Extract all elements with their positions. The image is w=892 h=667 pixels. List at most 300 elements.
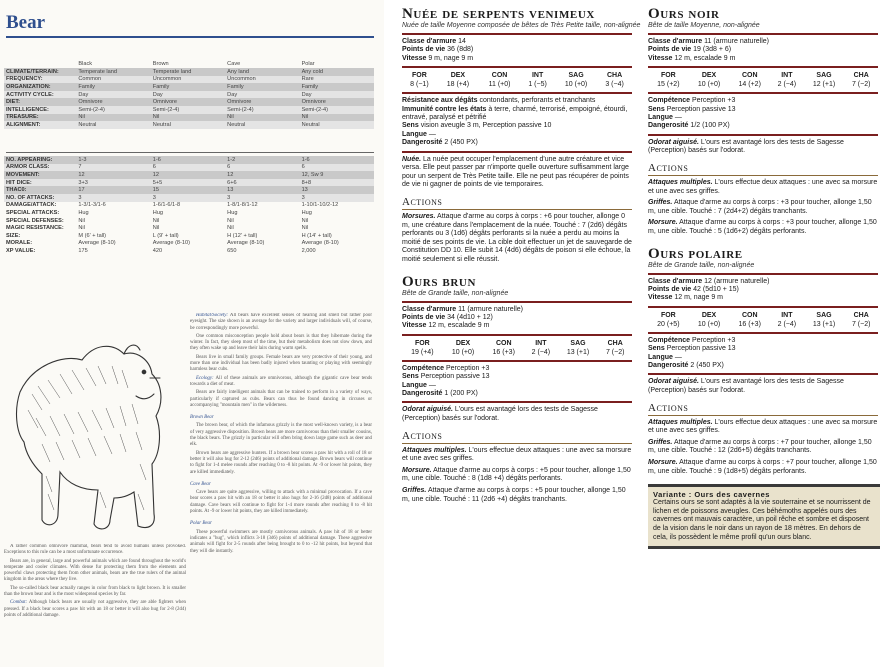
challenge: 2 (450 PX) xyxy=(690,362,724,370)
ability-score: 16 (+3) xyxy=(492,348,515,356)
ability-scores xyxy=(402,71,632,89)
stat-key: DIET: xyxy=(4,98,76,106)
page-title: Bear xyxy=(6,12,46,33)
hit-points: 19 (3d8 + 6) xyxy=(693,46,732,54)
divider xyxy=(648,332,878,334)
ability-score: 12 (+1) xyxy=(812,81,836,89)
action-name: Morsure. xyxy=(648,219,678,227)
stat-value: 8+8 xyxy=(300,179,374,187)
paragraph: Bears are fairly intelligent animals that can be trained to perform in a variety of ways, particularly if captured as cubs. Bears can thus be found dancing in circuses or accompanying "mountain men" in the wilderness. xyxy=(190,390,372,408)
stat-row xyxy=(4,217,374,225)
ability-value-row xyxy=(402,80,632,89)
stat-column-header xyxy=(4,59,76,68)
divider xyxy=(402,33,632,35)
armor-class: 14 xyxy=(458,38,466,45)
stat-value: Nil xyxy=(152,217,160,224)
actions-heading: Actions xyxy=(648,162,878,176)
stat-value: Family xyxy=(151,83,225,91)
stat-row xyxy=(4,114,374,122)
label: Classe d'armure xyxy=(402,305,457,313)
stat-key: MAGIC RESISTANCE: xyxy=(6,225,64,232)
stat-key: FREQUENCY: xyxy=(4,76,76,84)
stat-table-top xyxy=(4,59,374,129)
right-page-5e xyxy=(390,0,892,667)
stat-column-header: Brown xyxy=(152,60,169,67)
ability-scores xyxy=(648,311,878,329)
languages: — xyxy=(428,130,436,138)
stat-row xyxy=(4,194,374,202)
ability-score: 2 (−4) xyxy=(777,81,797,89)
column-a xyxy=(402,4,642,507)
divider xyxy=(648,373,878,375)
stat-value: Day xyxy=(225,91,299,99)
label: Sens xyxy=(402,122,419,130)
stat-value: Rare xyxy=(300,76,374,84)
stat-value: 13 xyxy=(225,186,299,194)
label: Classe d'armure xyxy=(648,277,703,285)
ability-name: FOR xyxy=(660,72,676,80)
stat-header-row xyxy=(4,59,374,68)
stat-value: Uncommon xyxy=(225,76,299,84)
stat-value: Family xyxy=(225,83,299,91)
stat-value: Nil xyxy=(225,114,299,122)
monster-type: Bête de Grande taille, non-alignée xyxy=(402,289,509,297)
ability-name: INT xyxy=(531,72,544,80)
stat-value: Average (8-10) xyxy=(152,240,190,247)
paragraph: The brown bear, of which the infamous grizzly is the most well-known variety, is a bear of very aggressive disposition. Brown bears are more carnivorous than their smaller cousins, the black bears. The grizzly in particular will often bring down large game such as deer and elk. xyxy=(190,423,372,448)
speed: 9 m, nage 9 m xyxy=(428,54,474,62)
skills: Perception +3 xyxy=(445,364,490,372)
stat-key: INTELLIGENCE: xyxy=(4,106,76,114)
stat-value: 1-2 xyxy=(225,156,299,164)
ability-score: 7 (−2) xyxy=(851,320,871,328)
stat-value: L (9' + tall) xyxy=(152,232,179,239)
divider xyxy=(402,92,632,94)
paragraph: Although black bears are usually not aggressive, they are able fighters when pressed. If a black bear scores a paw hit with an 18 or better it will also hug for 2-8 (2d4) points of additional damage. xyxy=(4,600,186,618)
stat-value: Nil xyxy=(227,217,234,224)
stat-value: Nil xyxy=(301,225,309,232)
statblock-serpents xyxy=(402,6,642,265)
stat-value: 1-10/1-10/2-12 xyxy=(301,202,339,209)
ability-score: 11 (+0) xyxy=(488,81,511,89)
stat-row xyxy=(4,76,374,84)
divider xyxy=(402,301,632,303)
stat-value: Neutral xyxy=(300,121,374,129)
stat-value: 6 xyxy=(300,164,374,172)
paragraph: Bears are, in general, large and powerful animals which are found throughout the world's temperate and cooler climates. With dense fur protecting them from the elements and powerful claws protecting them from other animals, bears are the true rulers of the animal kingdom in the areas where they live. xyxy=(4,558,186,583)
stat-value: Temperate land xyxy=(151,68,225,76)
ability-header-row xyxy=(402,339,632,348)
senses: Perception passive 13 xyxy=(666,105,736,113)
languages: — xyxy=(428,381,436,389)
action-text: L'ours effectue deux attaques : une avec sa morsure et une avec ses griffes. xyxy=(648,418,878,435)
stat-value: 12 xyxy=(76,171,150,179)
stat-column-header: Cave xyxy=(227,60,241,67)
ability-name: DEX xyxy=(455,339,471,347)
stat-value: 1-6/1-6/1-8 xyxy=(152,202,181,209)
ability-score: 10 (+0) xyxy=(697,320,721,328)
ability-name: CON xyxy=(495,339,512,347)
speed: 12 m, escalade 9 m xyxy=(428,322,490,330)
stat-value: Average (8-10) xyxy=(301,240,339,247)
stat-key: SIZE: xyxy=(6,232,21,239)
stat-value: Any cold xyxy=(300,68,374,76)
skills: Perception +3 xyxy=(691,97,736,105)
ability-header-row xyxy=(648,311,878,320)
ability-name: SAG xyxy=(816,72,832,80)
ability-value-row xyxy=(648,320,878,329)
ecology-heading: Ecology: xyxy=(196,375,214,381)
stat-row xyxy=(4,202,374,210)
monster-name: Ours polaire xyxy=(648,245,743,262)
challenge: 1/2 (100 PX) xyxy=(690,122,730,130)
trait-text: L'ours est avantagé lors des tests de Sagesse (Perception) basés sur l'odorat. xyxy=(648,138,844,155)
actions-heading: Actions xyxy=(402,196,632,210)
monster-name: Nuée de serpents venimeux xyxy=(402,6,595,22)
label: Points de vie xyxy=(402,46,446,54)
senses: vision aveugle 3 m, Perception passive 10 xyxy=(420,122,552,130)
ability-score: 8 (−1) xyxy=(410,81,429,89)
armor-class: 12 (armure naturelle) xyxy=(704,277,770,285)
bear-illustration xyxy=(2,314,186,542)
action-text: Attaque d'arme au corps à corps : +7 pour toucher, allonge 1,50 m, une cible. Touché : 12 (2d6+5) dégâts tranchants. xyxy=(648,438,872,455)
ability-name: DEX xyxy=(450,72,466,80)
stat-row xyxy=(4,179,374,187)
divider xyxy=(648,33,878,35)
damage-resistances: contondants, perforants et tranchants xyxy=(479,97,596,105)
label: Classe d'armure xyxy=(648,38,703,45)
paragraph: These powerful swimmers are mostly carnivorous animals. A paw hit of 18 or better indicates a "hug", which inflicts 3-18 (3d6) points of additional damage. These aggressive animals will fight for 2-5 rounds after being brought to 0 to -12 hit points, but beyond that they will die instantly. xyxy=(190,529,372,554)
stat-row xyxy=(4,224,374,232)
ability-score: 7 (−2) xyxy=(605,348,625,356)
stat-value: Nil xyxy=(78,217,85,224)
stat-key: MORALE: xyxy=(6,240,33,247)
label: Vitesse xyxy=(648,54,673,62)
stat-value: Neutral xyxy=(76,121,150,129)
ability-header-row xyxy=(648,71,878,80)
ability-header-row xyxy=(402,71,632,80)
action-text: Attaque d'arme au corps à corps : +7 pour toucher, allonge 1,50 m, une cible. Touché : 9 (1d8+5) dégâts perforants. xyxy=(648,459,877,475)
ability-score: 2 (−4) xyxy=(531,348,551,356)
ability-scores xyxy=(402,339,632,357)
monster-name: Ours brun xyxy=(402,273,476,290)
stat-value: Average (8-10) xyxy=(227,240,265,247)
stat-value: Hug xyxy=(227,209,238,216)
armor-class: 11 (armure naturelle) xyxy=(458,305,523,313)
stat-value: 17 xyxy=(76,186,150,194)
challenge: 1 (200 PX) xyxy=(444,390,478,398)
action-name: Griffes. xyxy=(402,487,427,494)
ability-name: FOR xyxy=(660,311,676,319)
stat-value: Common xyxy=(76,76,150,84)
trait-name: Odorat aiguisé. xyxy=(648,378,699,386)
ability-score: 13 (+1) xyxy=(566,348,590,356)
ability-scores xyxy=(648,71,878,89)
monster-type: Bête de Grande taille, non-alignée xyxy=(648,261,755,269)
text-column-left xyxy=(4,544,186,664)
divider xyxy=(648,66,878,68)
ability-name: CON xyxy=(741,311,758,319)
label: Sens xyxy=(648,345,665,353)
stat-value: Hug xyxy=(78,209,89,216)
label: Langue xyxy=(648,114,673,122)
stat-value: 1-8/1-8/1-12 xyxy=(227,202,258,209)
divider xyxy=(648,306,878,308)
stat-value: 6+6 xyxy=(225,179,299,187)
ability-name: INT xyxy=(781,72,793,80)
title-rule xyxy=(6,36,374,38)
stat-value: Nil xyxy=(301,217,309,224)
stat-value: 12 xyxy=(151,171,225,179)
action-text: Attaque d'arme au corps à corps : +6 pour toucher, allonge 0 m, une créature dans l'emplacement de la nuée. Touché : 7 (2d6) dégâts perforants ou 3 (1d6) dégâts perforants si la nuée a perdu au moins la moitié de ses points de vie. La cible doit effectuer un jet de sauvegarde de Constitution DD 10. Elle subit 14 (4d6) dégâts de poison si elle échoue, la moitié seulement si elle réussit. xyxy=(402,213,632,263)
ability-score: 10 (+0) xyxy=(564,81,588,89)
stat-key: TREASURE: xyxy=(4,114,76,122)
ability-name: FOR xyxy=(412,72,427,80)
ability-score: 14 (+2) xyxy=(738,81,761,89)
trait-name: Odorat aiguisé. xyxy=(402,406,453,414)
stat-value: Nil xyxy=(227,225,234,232)
stat-row xyxy=(4,232,374,240)
stat-value: Uncommon xyxy=(151,76,225,84)
divider xyxy=(402,151,632,153)
stat-value: H (12' + tall) xyxy=(227,232,258,239)
ability-name: DEX xyxy=(701,311,717,319)
stat-key: THAC0: xyxy=(4,186,76,194)
label: Sens xyxy=(648,105,665,113)
trait-text: L'ours est avantagé lors des tests de Sagesse (Perception) basés sur l'odorat. xyxy=(402,406,598,423)
habitat-heading: Habitat/Society: xyxy=(196,313,229,318)
trait-text: L'ours est avantagé lors des tests de Sagesse (Perception) basés sur l'odorat. xyxy=(648,378,844,395)
stat-value: 650 xyxy=(227,247,237,254)
stat-value: 1-6 xyxy=(300,156,374,164)
paragraph: All bears have excellent senses of hearing and smell but rather poor eyesight. The size shown is an average for the variety and larger individuals will, of course, be correspondingly more powerful. xyxy=(190,313,372,331)
ability-score: 7 (−2) xyxy=(851,81,871,89)
stat-value: Family xyxy=(76,83,150,91)
ability-name: FOR xyxy=(414,339,430,347)
paragraph: Bears live in small family groups. Female bears are very protective of their young, and more than one individual has been badly injured when taunting or playing with seemingly harmless bear cubs. xyxy=(190,354,372,373)
stat-separator xyxy=(6,152,374,153)
statblock-ours-noir xyxy=(648,6,888,237)
stat-value: Average (8-10) xyxy=(78,240,116,247)
stat-value: Nil xyxy=(300,114,374,122)
combat-heading: Combat: xyxy=(10,600,28,606)
action-name: Attaques multiples. xyxy=(648,179,713,187)
stat-key: NO. APPEARING: xyxy=(4,156,76,164)
stat-value: 1-3 xyxy=(76,156,150,164)
stat-key: DAMAGE/ATTACK: xyxy=(6,202,57,209)
action-text: Attaque d'arme au corps à corps : +5 pour toucher, allonge 1,50 m, une cible. Touché : 8 (1d8 +4) dégâts perforants. xyxy=(402,466,631,483)
stat-value: 6 xyxy=(225,164,299,172)
ability-score: 15 (+2) xyxy=(657,81,680,89)
speed: 12 m, escalade 9 m xyxy=(674,54,736,62)
label: Points de vie xyxy=(648,286,692,293)
statblock-ours-polaire xyxy=(648,246,888,477)
stat-value: Temperate land xyxy=(76,68,150,76)
stat-row xyxy=(4,209,374,217)
stat-value: 12 xyxy=(225,171,299,179)
stat-value: Omnivore xyxy=(225,98,299,106)
stat-value: 3+3 xyxy=(76,179,150,187)
stat-value: Semi-(2-4) xyxy=(225,106,299,114)
ability-score: 18 (+4) xyxy=(446,81,470,89)
stat-value: Day xyxy=(300,91,374,99)
ability-name: DEX xyxy=(701,72,717,80)
stat-value: Semi-(2-4) xyxy=(151,106,225,114)
stat-row xyxy=(4,83,374,91)
stat-column-header: Black xyxy=(78,60,93,67)
label: Classe d'armure xyxy=(402,38,457,45)
monster-type: Nuée de taille Moyenne composée de bêtes de Très Petite taille, non-alignée xyxy=(402,22,641,29)
hit-points: 36 (8d8) xyxy=(447,46,474,54)
stat-value: Nil xyxy=(76,114,150,122)
variant-body: Certains ours se sont adaptés à la vie souterraine et se nourrissent de lichen et de poissons aveugles. Ces béhémoths appelés ours des cavernes ont mauvais caractère, un poil rêche et sombre et disposent de la vision dans le noir dans un rayon de 18 mètres. En dehors de cela, ils possèdent le même profil qu'un ours blanc. xyxy=(653,499,871,541)
senses: Perception passive 13 xyxy=(666,345,736,353)
actions-heading: Actions xyxy=(402,430,632,444)
stat-row xyxy=(4,240,374,248)
ability-name: CON xyxy=(491,72,508,80)
stat-value: Omnivore xyxy=(151,98,225,106)
condition-immunities: à terre, charmé, terrorisé, empoigné, étourdi, entravé, paralysé et pétrifié xyxy=(402,105,628,122)
trait-name: Odorat aiguisé. xyxy=(648,138,699,146)
stat-value: M (6' + tall) xyxy=(78,232,107,239)
ability-name: INT xyxy=(781,311,793,319)
stat-value: Hug xyxy=(152,209,164,216)
stat-value: 15 xyxy=(151,186,225,194)
stat-value: 12, Sw 9 xyxy=(300,171,374,179)
monster-type: Bête de taille Moyenne, non-alignée xyxy=(648,22,760,29)
stat-row xyxy=(4,164,374,172)
stat-key: SPECIAL DEFENSES: xyxy=(6,217,64,224)
stat-row xyxy=(4,121,374,129)
label: Compétence xyxy=(648,336,691,344)
stat-table-bottom xyxy=(4,156,374,255)
stat-row xyxy=(4,68,374,76)
label: Sens xyxy=(402,373,419,381)
stat-value: 3 xyxy=(225,194,299,202)
paragraph: A rather common omnivore mammal, bears tend to avoid humans unless provoked. Exceptions to this rule can be a most unfortunate occurrence. xyxy=(4,544,186,556)
stat-value: Nil xyxy=(152,225,160,232)
left-page-adnd xyxy=(0,0,384,667)
divider xyxy=(402,401,632,403)
action-name: Morsure. xyxy=(648,459,678,466)
ability-score: 1 (−5) xyxy=(528,81,547,89)
stat-value: Any land xyxy=(225,68,299,76)
stat-key: MOVEMENT: xyxy=(4,171,76,179)
stat-value: Day xyxy=(151,91,225,99)
ability-score: 16 (+3) xyxy=(738,320,761,328)
action-name: Griffes. xyxy=(648,199,673,207)
label: Vitesse xyxy=(648,294,673,302)
stat-row xyxy=(4,156,374,164)
stat-value: Day xyxy=(76,91,150,99)
action-name: Attaques multiples. xyxy=(402,446,467,454)
ability-name: CHA xyxy=(606,72,623,80)
stat-key: NO. OF ATTACKS: xyxy=(4,194,76,202)
stat-value: Semi-(2-4) xyxy=(300,106,374,114)
column-b xyxy=(648,4,888,549)
stat-key: XP VALUE: xyxy=(6,247,36,254)
ability-name: SAG xyxy=(568,72,584,80)
ability-name: SAG xyxy=(570,339,586,347)
variant-title: Variante : Ours des cavernes xyxy=(653,490,770,500)
label: Vitesse xyxy=(402,322,427,330)
label: Résistance aux dégâts xyxy=(402,97,478,105)
divider xyxy=(648,273,878,275)
stat-value: Omnivore xyxy=(76,98,150,106)
stat-row xyxy=(4,186,374,194)
stat-value: 1-6 xyxy=(151,156,225,164)
divider xyxy=(648,92,878,94)
stat-column-header: Polar xyxy=(301,60,315,67)
label: Langue xyxy=(402,130,427,138)
ability-name: CON xyxy=(741,72,758,80)
ability-score: 10 (+0) xyxy=(697,81,721,89)
label: Dangerosité xyxy=(648,362,689,370)
label: Compétence xyxy=(648,97,691,105)
stat-value: Neutral xyxy=(151,121,225,129)
action-text: Attaque d'arme au corps à corps : +5 pour toucher, allonge 1,50 m, une cible. Touché : 11 (2d6 +4) dégâts tranchants. xyxy=(402,487,626,503)
ability-score: 10 (+0) xyxy=(451,348,475,356)
ability-value-row xyxy=(648,80,878,89)
ability-name: SAG xyxy=(816,311,832,319)
stat-key: ORGANIZATION: xyxy=(4,83,76,91)
stat-value: 420 xyxy=(152,247,163,254)
armor-class: 11 (armure naturelle) xyxy=(704,38,769,45)
stat-value: H (14' + tall) xyxy=(301,232,332,239)
stat-value: 3 xyxy=(151,194,225,202)
action-name: Griffes. xyxy=(648,438,673,446)
languages: — xyxy=(674,353,682,361)
ability-name: CHA xyxy=(853,311,869,319)
action-name: Morsure. xyxy=(402,466,432,474)
action-text: L'ours effectue deux attaques : une avec sa morsure et une avec ses griffes. xyxy=(648,179,878,195)
stat-value: 5+5 xyxy=(151,179,225,187)
label: Compétence xyxy=(402,364,445,372)
variant-sidebar xyxy=(648,484,880,549)
stat-value: 13 xyxy=(300,186,374,194)
stat-value: Family xyxy=(300,83,374,91)
paragraph: Brown bears are aggressive hunters. If a brown bear scores a paw hit with a roll of 18 or better it will also hug for 2-12 (2d6) points of additional damage. Brown bears will continue to fight for 1-4 melee rounds after reaching 0 to -8 hit points. At -9 or lower hit points, they are killed immediately. xyxy=(190,450,372,475)
skills: Perception +3 xyxy=(691,336,736,344)
stat-value: 2,000 xyxy=(301,247,316,254)
ability-score: 2 (−4) xyxy=(777,320,797,328)
trait-text: La nuée peut occuper l'emplacement d'une autre créature et vice versa. Elle peut passer par n'importe quelle ouverture suffisamment large pour un serpent de Très Petite taille. Elle ne peut pas récupérer de points de vie ni gagner de points de vie temporaires. xyxy=(402,155,629,189)
label: Points de vie xyxy=(648,46,692,54)
stat-row xyxy=(4,106,374,114)
action-name: Morsures. xyxy=(402,213,436,221)
stat-key: SPECIAL ATTACKS: xyxy=(6,209,60,216)
senses: Perception passive 13 xyxy=(420,373,490,381)
stat-value: 3 xyxy=(76,194,150,202)
divider xyxy=(402,360,632,362)
divider xyxy=(402,66,632,68)
statblock-ours-brun xyxy=(402,274,642,505)
stat-value: Semi-(2-4) xyxy=(76,106,150,114)
hit-points: 34 (4d10 + 12) xyxy=(447,314,493,321)
ability-name: INT xyxy=(535,339,547,347)
label: Dangerosité xyxy=(402,139,443,147)
stat-key: HIT DICE: xyxy=(4,179,76,187)
paragraph: All of these animals are omnivorous, although the gigantic cave bear tends towards a diet of meat. xyxy=(190,375,372,387)
stat-value: 175 xyxy=(78,247,88,254)
label: Langue xyxy=(648,353,673,361)
label: Langue xyxy=(402,381,427,389)
ability-name: CHA xyxy=(853,72,869,80)
ability-score: 3 (−4) xyxy=(605,81,624,89)
action-text: Attaque d'arme au corps à corps : +3 pour toucher, allonge 1,50 m, une cible. Touché : 7 (2d4+2) dégâts tranchants. xyxy=(648,199,872,215)
paragraph: One common misconception people hold about bears is that they hibernate during the winter. In fact, they sleep most of the time, but their metabolism does not slow down, and they often wake up and leave their lairs during warm spells. xyxy=(190,333,372,352)
stat-value: 6 xyxy=(151,164,225,172)
